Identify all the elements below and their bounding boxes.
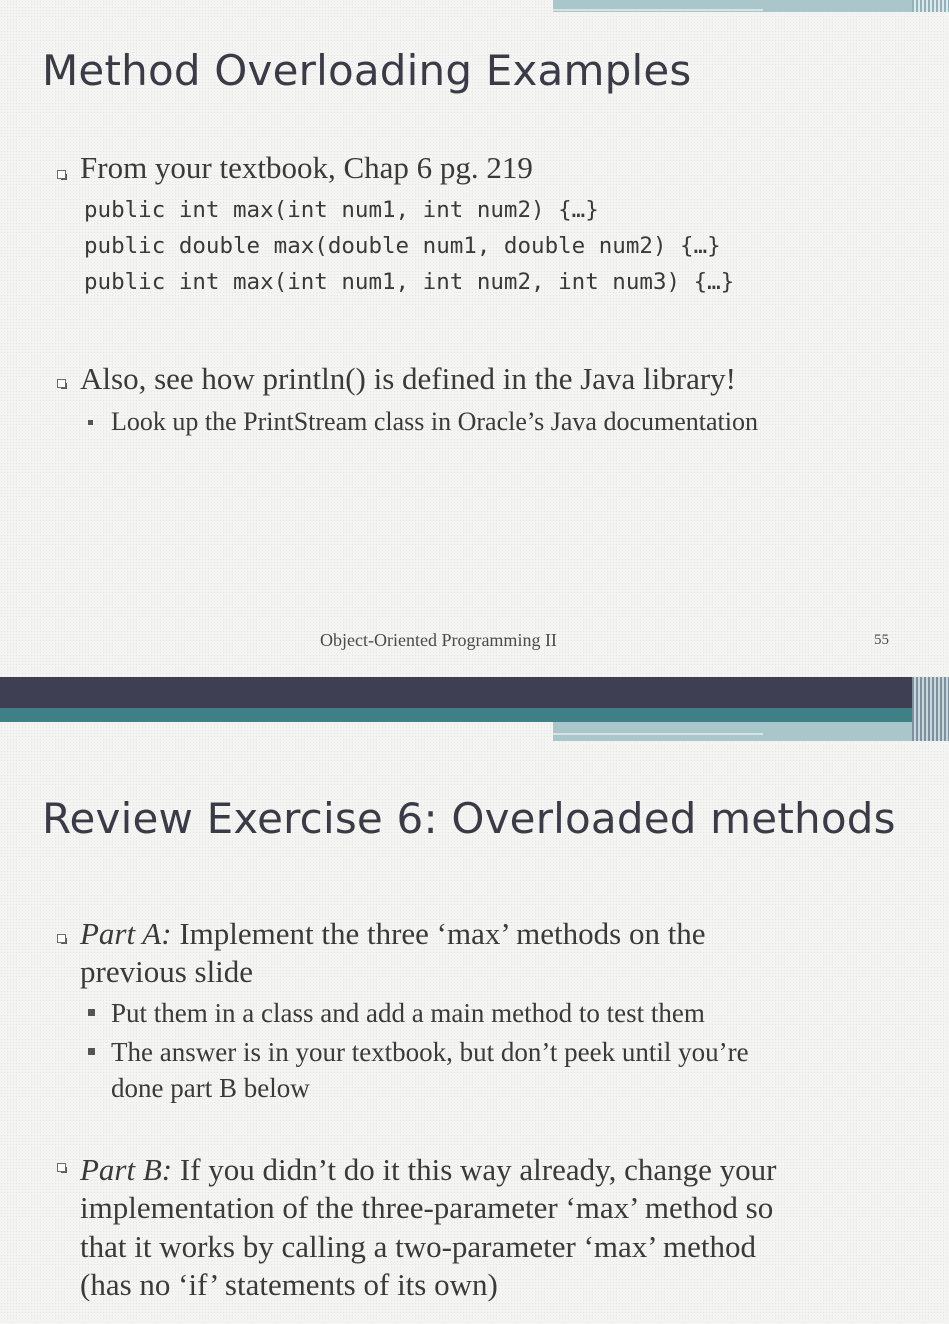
- square-bullet-icon: [57, 1163, 69, 1175]
- top-band-light: [553, 722, 949, 741]
- square-bullet-icon: [57, 170, 69, 182]
- part-b-line: implementation of the three-parameter ‘max’ method so: [80, 1190, 774, 1225]
- part-a-line: previous slide: [80, 954, 254, 989]
- sub-bullet-icon: [88, 1009, 95, 1016]
- sub-bullet-text: Put them in a class and add a main method to test them: [111, 998, 705, 1028]
- top-band-light-line: [553, 733, 763, 735]
- part-b-line: that it works by calling a two-parameter ‘max’ method: [80, 1229, 757, 1264]
- sub-bullet-icon: [88, 1048, 95, 1055]
- code-line: public int max(int num1, int num2) {…}: [84, 197, 599, 223]
- sub-bullet-text: Look up the PrintStream class in Oracle’s Java documentation: [111, 407, 758, 436]
- square-bullet-icon: [57, 379, 69, 391]
- slide-56: [0, 677, 949, 1324]
- slide-title: Method Overloading Examples: [42, 46, 692, 95]
- top-band-teal: [0, 708, 949, 722]
- part-b-label: Part B:: [80, 1152, 173, 1187]
- right-edge-stripes: [912, 0, 949, 12]
- sub-bullet-icon: [88, 420, 93, 425]
- slide-title: Review Exercise 6: Overloaded methods: [42, 794, 896, 843]
- part-a-label: Part A:: [80, 916, 172, 951]
- footer-course-title: Object-Oriented Programming II: [320, 630, 557, 650]
- part-a-text: Implement the three ‘max’ methods on the: [171, 916, 706, 951]
- right-edge-stripes: [912, 677, 949, 741]
- code-line: public int max(int num1, int num2, int num3) {…}: [84, 269, 735, 295]
- code-line: public double max(double num1, double num2) {…}: [84, 233, 721, 259]
- sub-bullet-text: The answer is in your textbook, but don’t peek until you’re: [111, 1037, 749, 1067]
- square-bullet-icon: [57, 934, 69, 946]
- bullet-text: Also, see how println() is defined in the Java library!: [80, 361, 736, 396]
- sub-bullet-text: done part B below: [111, 1073, 310, 1103]
- top-right-decoration-line: [553, 9, 763, 11]
- top-band-dark: [0, 677, 949, 708]
- part-a-line: [80, 915, 706, 953]
- part-b-line: [80, 1151, 776, 1189]
- part-b-text: If you didn’t do it this way already, change your: [172, 1152, 777, 1187]
- bullet-text: From your textbook, Chap 6 pg. 219: [80, 150, 533, 185]
- part-b-line: (has no ‘if’ statements of its own): [80, 1267, 498, 1302]
- slide-number: 55: [874, 632, 889, 648]
